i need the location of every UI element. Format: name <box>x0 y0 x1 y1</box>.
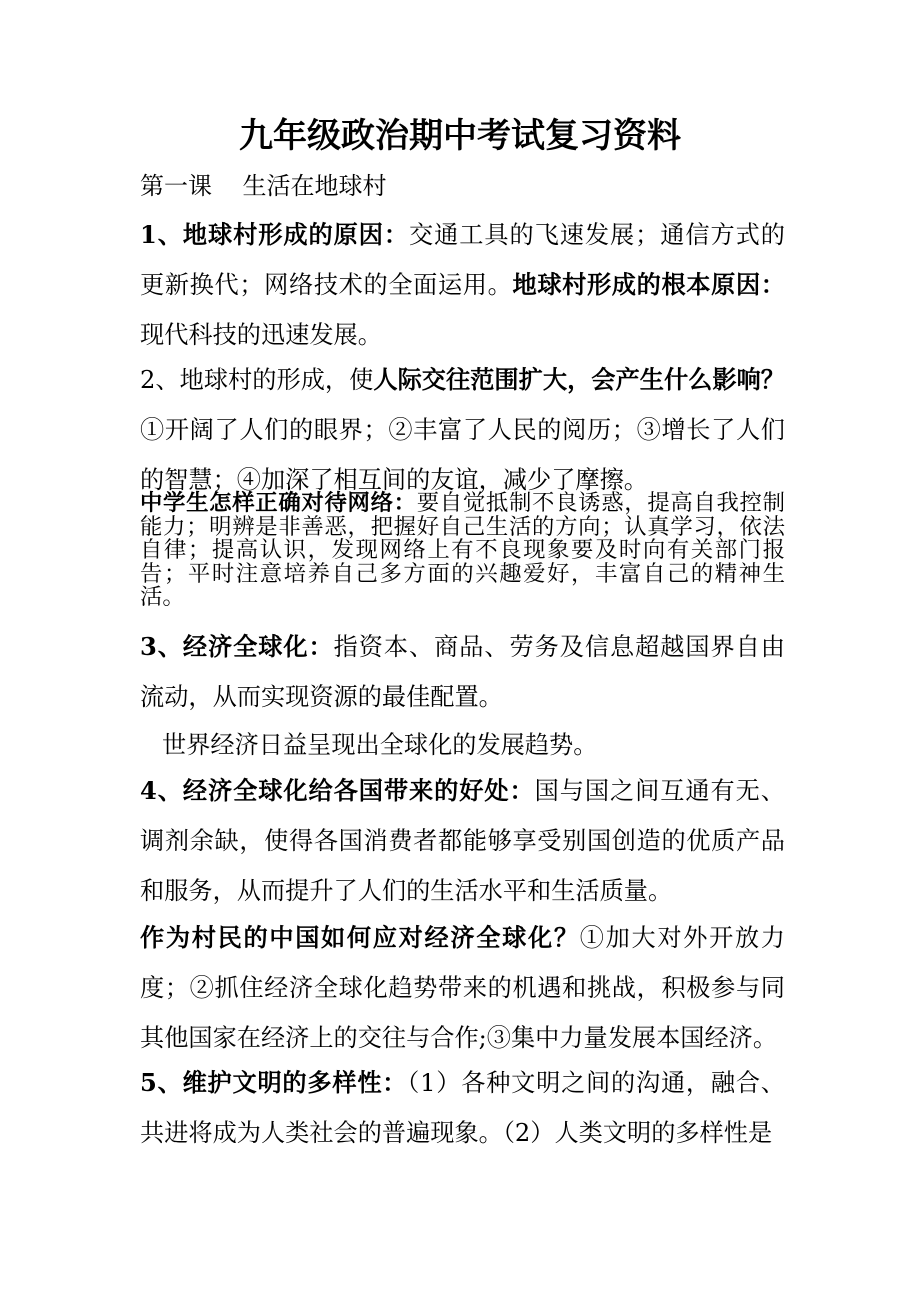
text-network: 要自觉抵制不良诱惑，提高自我控制能力；明辨是非善恶，把握好自己生活的方向；认真学习，依法自律；提高认识，发现网络上有不良现象要及时向有关部门报告；平时注意培养自己多方面的兴趣爱好，丰富自己的精神生活。 <box>140 490 786 610</box>
paragraph-civilization-diversity <box>140 1058 785 1158</box>
heading-root-cause: 地球村形成的根本原因： <box>512 270 785 299</box>
paragraph-china-response <box>140 913 785 1063</box>
text-china-response: ①加大对外开放力度；②抓住经济全球化趋势带来的机遇和挑战，积极参与同其他国家在经济上的交往与合作;③集中力量发展本国经济。 <box>140 924 785 1052</box>
paragraph-globalization-benefits <box>140 766 785 916</box>
text-root-cause: 现代科技的迅速发展。 <box>140 321 382 349</box>
heading-network: 中学生怎样正确对待网络： <box>140 490 417 516</box>
document-title: 九年级政治期中考试复习资料 <box>239 116 681 156</box>
text-causes: 交通工具的飞速发展；通信方式的更新换代；网络技术的全面运用。 <box>140 221 785 299</box>
heading-impact: 人际交往范围扩大，会产生什么影响？ <box>373 365 785 394</box>
heading-globalization: 3、经济全球化： <box>140 632 334 661</box>
text-impact: ①开阔了人们的眼界；②丰富了人民的阅历；③增长了人们的智慧；④加深了相互间的友谊，减少了摩擦。 <box>140 416 785 494</box>
text-globalization: 指资本、商品、劳务及信息超越国界自由流动，从而实现资源的最佳配置。 <box>140 633 785 711</box>
heading-causes: 1、地球村形成的原因： <box>140 220 410 249</box>
paragraph-economic-globalization <box>140 622 785 722</box>
heading-china-response: 作为村民的中国如何应对经济全球化？ <box>140 923 580 952</box>
heading-diversity: 5、维护文明的多样性： <box>140 1068 408 1097</box>
text-diversity: （1）各种文明之间的沟通，融合、共进将成为人类社会的普遍现象。（2）人类文明的多样性是 <box>140 1069 785 1147</box>
paragraph-world-economy-trend: 世界经济日益呈现出全球化的发展趋势。 <box>162 731 598 759</box>
paragraph-global-village-causes <box>140 210 785 360</box>
text-benefits: 国与国之间互通有无、调剂余缺，使得各国消费者都能够享受别国创造的优质产品和服务，从而提升了人们的生活水平和生活质量。 <box>140 777 785 905</box>
heading-benefits: 4、经济全球化给各国带来的好处： <box>140 776 535 805</box>
paragraph-treat-network <box>140 492 785 610</box>
lesson-subtitle: 第一课 生活在地球村 <box>140 172 387 200</box>
paragraph-interaction-impact <box>140 355 785 505</box>
text-impact-lead: 2、地球村的形成，使 <box>140 366 374 394</box>
